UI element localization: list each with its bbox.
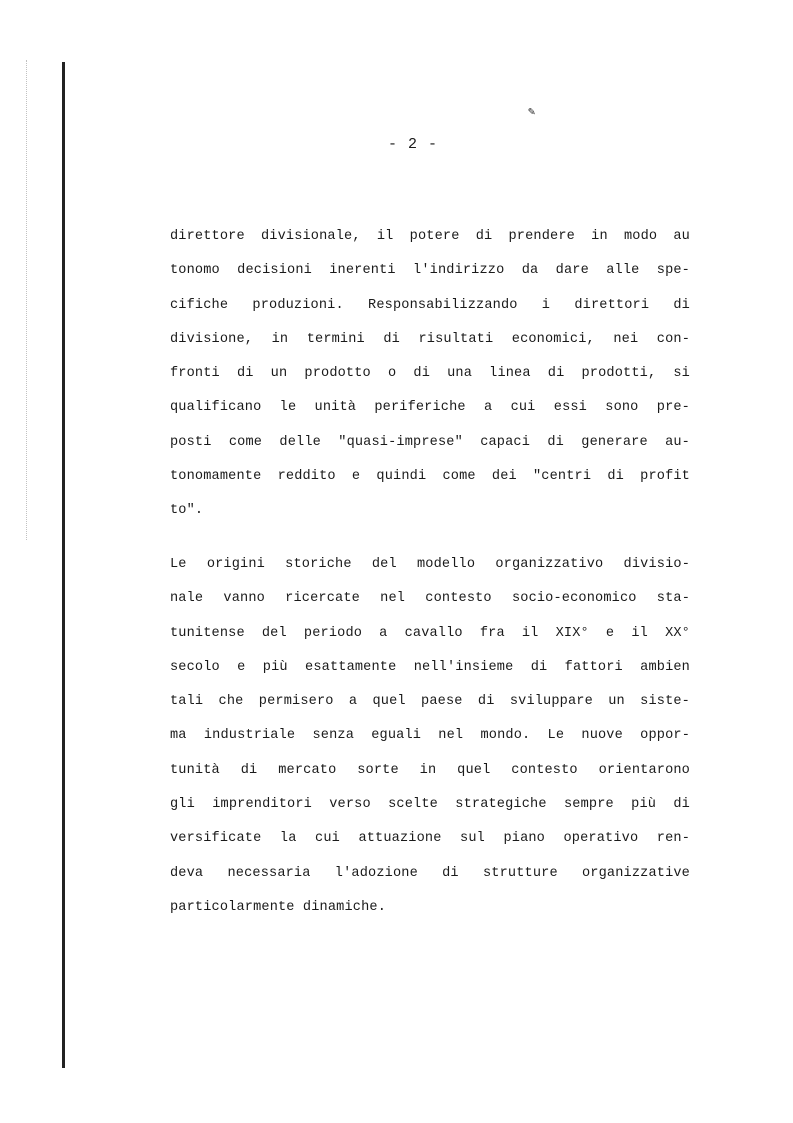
text-line: to". bbox=[170, 503, 204, 519]
text-line: tali che permisero a quel paese di sviluppare un siste- bbox=[170, 694, 690, 710]
text-line: qualificano le unità periferiche a cui essi sono pre- bbox=[170, 400, 690, 416]
text-line: secolo e più esattamente nell'insieme di fattori ambien bbox=[170, 659, 690, 675]
pen-mark-icon: ✎ bbox=[528, 105, 536, 119]
text-line: tonomo decisioni inerenti l'indirizzo da dare alle spe- bbox=[170, 263, 690, 279]
text-line: tonomamente reddito e quindi come dei "centri di profit bbox=[170, 469, 690, 485]
text-line: particolarmente dinamiche. bbox=[170, 899, 386, 915]
text-line: tunitense del periodo a cavallo fra il XIX° e il XX° bbox=[170, 625, 690, 641]
binding-specks bbox=[26, 60, 29, 540]
text-line: fronti di un prodotto o di una linea di prodotti, si bbox=[170, 366, 690, 382]
text-line: ma industriale senza eguali nel mondo. Le nuove oppor- bbox=[170, 728, 690, 744]
text-line: divisione, in termini di risultati economici, nei con- bbox=[170, 331, 690, 347]
text-line: versificate la cui attuazione sul piano operativo ren- bbox=[170, 831, 690, 847]
text-line: direttore divisionale, il potere di prendere in modo au bbox=[170, 229, 690, 244]
text-line: deva necessaria l'adozione di strutture organizzative bbox=[170, 865, 690, 881]
paragraph-2 bbox=[170, 548, 690, 925]
text-line: tunità di mercato sorte in quel contesto orientarono bbox=[170, 762, 690, 778]
text-line: Le origini storiche del modello organizzativo divisio- bbox=[170, 557, 690, 572]
page-number: - 2 - bbox=[388, 136, 439, 153]
binding-edge bbox=[62, 62, 65, 1068]
text-line: gli imprenditori verso scelte strategiche sempre più di bbox=[170, 797, 690, 813]
text-line: cifiche produzioni. Responsabilizzando i direttori di bbox=[170, 297, 690, 313]
paragraph-1 bbox=[170, 220, 690, 529]
text-line: nale vanno ricercate nel contesto socio-economico sta- bbox=[170, 591, 690, 607]
text-line: posti come delle "quasi-imprese" capaci di generare au- bbox=[170, 434, 690, 450]
